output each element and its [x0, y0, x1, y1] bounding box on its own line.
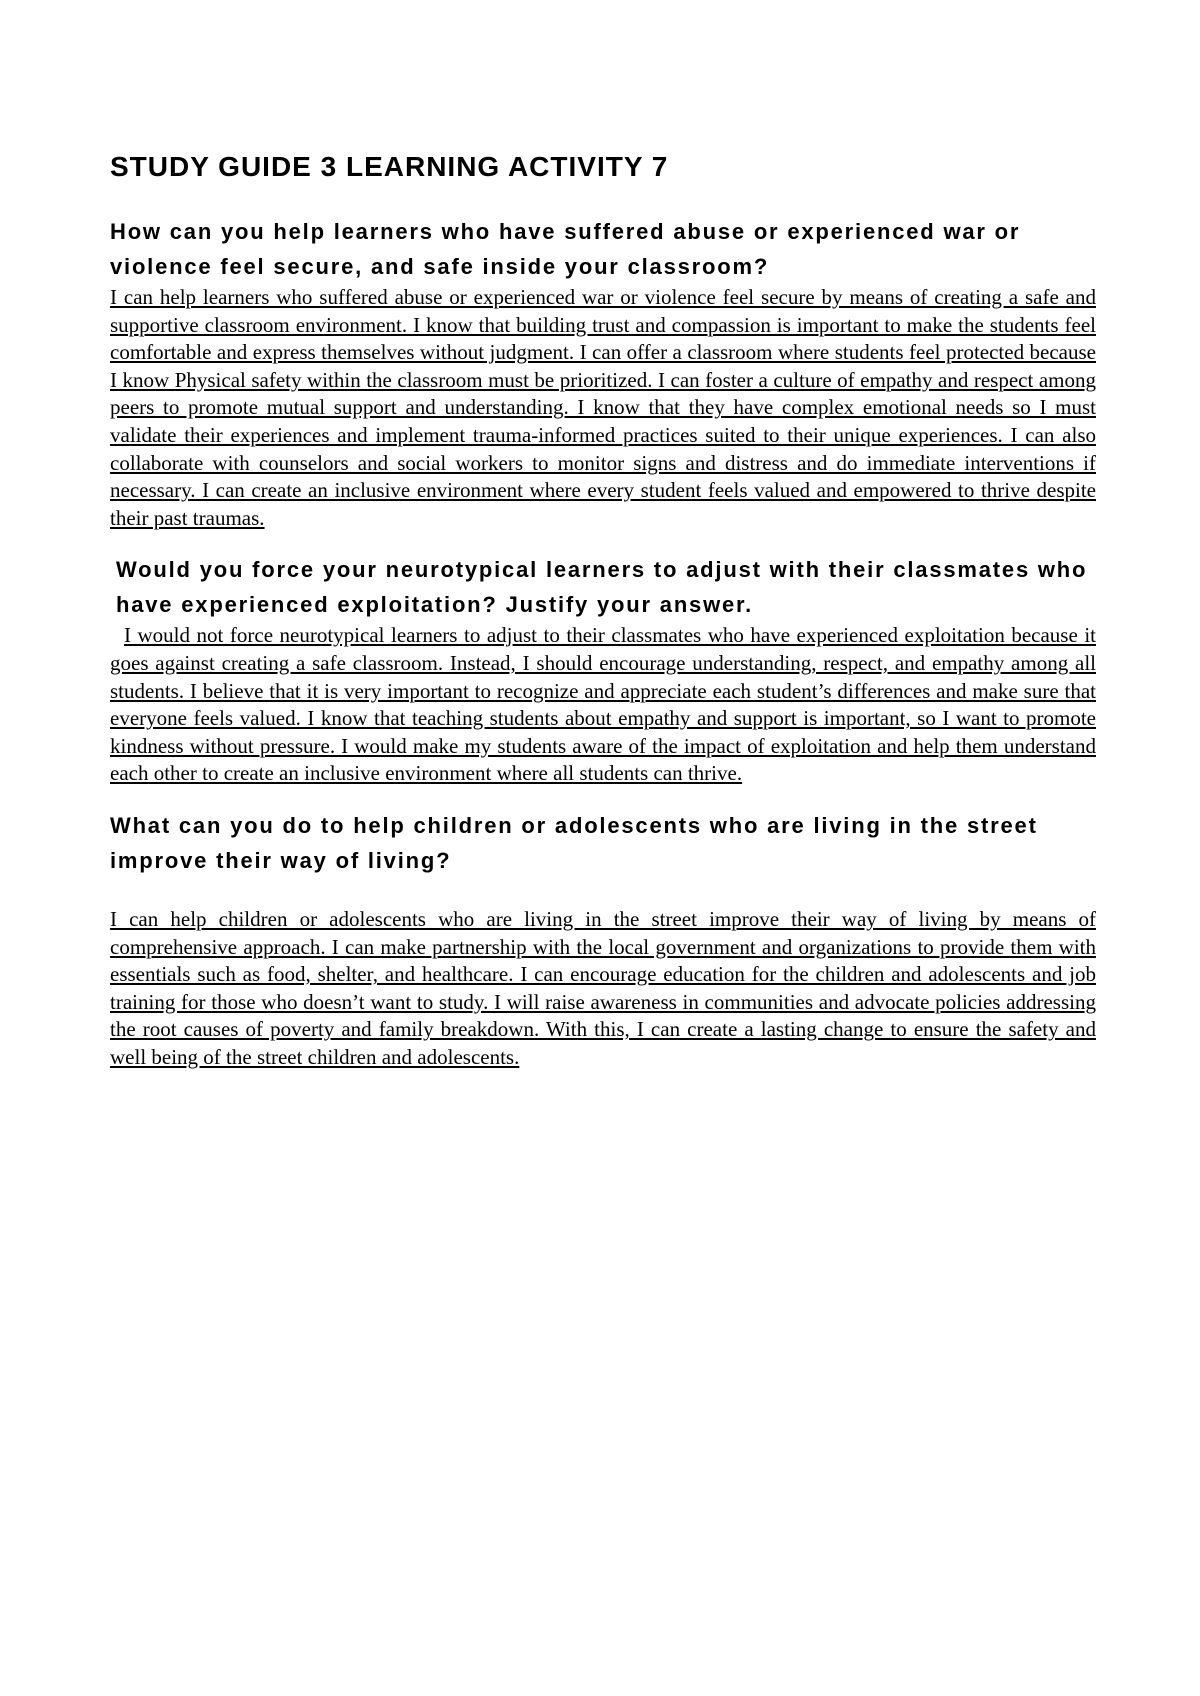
answer-2: I would not force neurotypical learners to adjust to their classmates who have experienced exploitation because it goes against creating a safe classroom. Instead, I should encourage understanding, respect, and empathy among all students. I believe that it is very important to recognize and appreciate each student’s differences and make sure that everyone feels valued. I know that teaching students about empathy and support is important, so I want to promote kindness without pressure. I would make my students aware of the impact of exploitation and help them understand each other to create an inclusive environment where all students can thrive. [110, 623, 1096, 786]
document-title: STUDY GUIDE 3 LEARNING ACTIVITY 7 [110, 151, 669, 182]
answer-1: I can help learners who suffered abuse or experienced war or violence feel secure by means of creating a safe and supportive classroom environment. I know that building trust and compassion is important to make the students feel comfortable and express themselves without judgment. I can offer a classroom where students feel protected because I know Physical safety within the classroom must be prioritized. I can foster a culture of empathy and respect among peers to promote mutual support and understanding. I know that they have complex emotional needs so I must validate their experiences and implement trauma-informed practices suited to their unique experiences. I can also collaborate with counselors and social workers to monitor signs and distress and do immediate interventions if necessary. I can create an inclusive environment where every student feels valued and empowered to thrive despite their past traumas. [110, 285, 1096, 530]
spacer [110, 788, 1096, 808]
section-2 [110, 552, 1096, 788]
spacer [110, 532, 1096, 552]
section-3 [110, 808, 1096, 1072]
question-3: What can you do to help children or adolescents who are living in the street improve their way of living? [110, 812, 1038, 873]
question-2: Would you force your neurotypical learners to adjust with their classmates who have experienced exploitation? Justify your answer. [116, 557, 1088, 618]
answer-3: I can help children or adolescents who are living in the street improve their way of living by means of comprehensive approach. I can make partnership with the local government and organizations to provide them with essentials such as food, shelter, and healthcare. I can encourage education for the children and adolescents and job training for those who doesn’t want to study. I will raise awareness in communities and advocate policies addressing the root causes of poverty and family breakdown. With this, I can create a lasting change to ensure the safety and well being of the street children and adolescents. [110, 906, 1096, 1069]
document-content [110, 150, 1096, 1071]
spacer [110, 878, 1096, 906]
section-1 [110, 214, 1096, 532]
question-1: How can you help learners who have suffered abuse or experienced war or violence feel secure, and safe inside your classroom? [110, 219, 1021, 279]
